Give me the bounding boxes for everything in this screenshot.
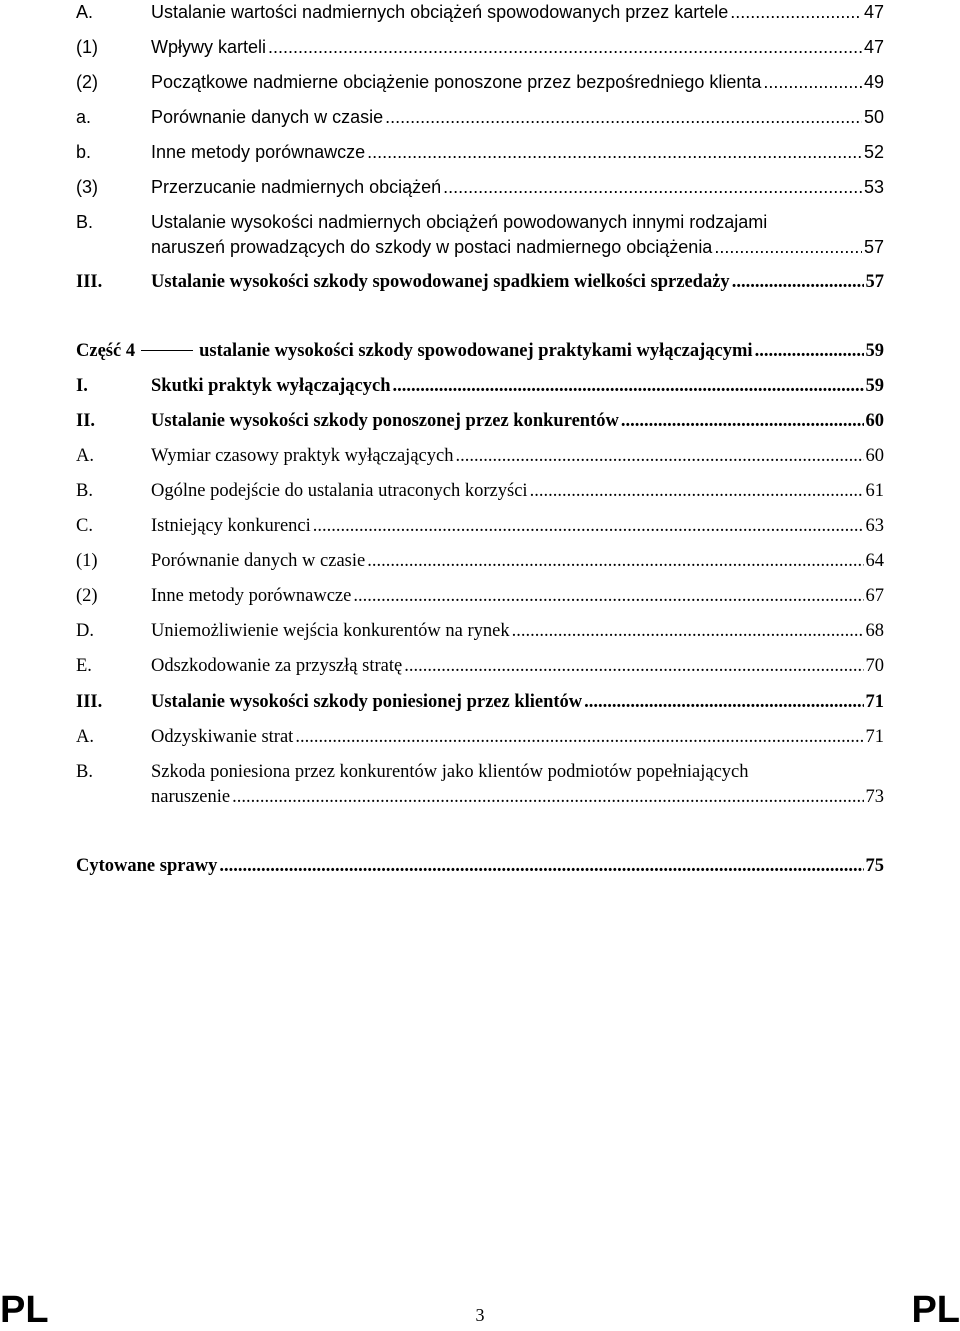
toc-entry-number: (1) xyxy=(76,551,98,571)
toc-entry-number: III. xyxy=(76,272,103,292)
toc-entry[interactable] xyxy=(76,374,884,399)
toc-entry-page: 68 xyxy=(865,621,884,641)
toc-entry-page: 64 xyxy=(865,551,884,571)
toc-entry-page: 70 xyxy=(865,656,884,676)
toc-entry-page: 60 xyxy=(865,411,884,431)
toc-entry-title: Cytowane sprawy xyxy=(76,856,218,876)
toc-leader-dots xyxy=(219,854,863,879)
toc-entry-title: Porównanie danych w czasie xyxy=(151,551,366,571)
toc-entry-page: 52 xyxy=(863,142,884,162)
toc-entry-page: 61 xyxy=(865,481,884,501)
toc-entry-page: 67 xyxy=(865,586,884,606)
toc-entry[interactable] xyxy=(76,479,884,504)
toc-entry-page: 71 xyxy=(865,727,884,747)
toc-entry-title: Porównanie danych w czasie xyxy=(151,107,384,127)
toc-leader-dots xyxy=(353,584,863,609)
toc-entry-number: a. xyxy=(76,107,92,127)
toc-entry-title-line2: naruszeń prowadzących do szkody w postaci nadmiernego obciążenia xyxy=(151,237,713,257)
toc-entry-title: Odszkodowanie za przyszłą stratę xyxy=(151,656,403,676)
toc-entry-title: Ustalanie wysokości szkody poniesionej przez klientów xyxy=(151,692,583,712)
toc-entry-title: Ogólne podejście do ustalania utraconych korzyści xyxy=(151,481,528,501)
toc-entry-number: (1) xyxy=(76,37,98,57)
toc-entry-title: Ustalanie wysokości szkody ponoszonej przez konkurentów xyxy=(151,411,619,431)
toc-leader-dots xyxy=(404,654,863,679)
toc-entry-title-line1: Szkoda poniesiona przez konkurentów jako klientów podmiotów popełniających xyxy=(151,762,749,782)
toc-entry-number: C. xyxy=(76,516,93,536)
toc-part-label: Część 4 xyxy=(76,341,136,361)
toc-entry-number: A. xyxy=(76,2,94,22)
toc-entry-number: B. xyxy=(76,212,94,232)
toc-entry[interactable] xyxy=(76,619,884,644)
toc-entry[interactable] xyxy=(76,35,884,60)
toc-entry[interactable] xyxy=(76,175,884,200)
toc-entry-page: 57 xyxy=(865,272,884,292)
toc-leader-dots xyxy=(732,270,864,295)
toc-leader-dots xyxy=(385,105,862,130)
toc-entry-page: 50 xyxy=(863,107,884,127)
toc-leader-dots xyxy=(584,690,863,715)
toc-leader-dots xyxy=(755,339,864,364)
toc-entry-title-line2: naruszenie xyxy=(151,787,231,807)
toc-entry[interactable] xyxy=(76,140,884,165)
toc-entry-page: 60 xyxy=(865,446,884,466)
toc-entry-number: A. xyxy=(76,446,94,466)
toc-entry-number: D. xyxy=(76,621,94,641)
toc-entry[interactable] xyxy=(76,210,884,260)
toc-entry-title: Inne metody porównawcze xyxy=(151,142,366,162)
toc-leader-dots xyxy=(714,235,862,260)
toc-entry[interactable] xyxy=(76,444,884,469)
toc-entry-page: 53 xyxy=(863,177,884,197)
toc-leader-dots xyxy=(443,175,862,200)
em-dash xyxy=(141,350,193,351)
toc-entry-number: (2) xyxy=(76,586,98,606)
toc-entry[interactable] xyxy=(76,270,884,295)
toc-entry-title: Wymiar czasowy praktyk wyłączających xyxy=(151,446,454,466)
toc-leader-dots xyxy=(268,35,862,60)
toc-entry-number: b. xyxy=(76,142,92,162)
toc-entry[interactable] xyxy=(76,654,884,679)
toc-entry[interactable] xyxy=(76,690,884,715)
toc-entry-number: E. xyxy=(76,656,92,676)
toc-entry-title: Ustalanie wartości nadmiernych obciążeń spowodowanych przez kartele xyxy=(151,2,729,22)
toc-leader-dots xyxy=(367,140,862,165)
toc-entry-title: Istniejący konkurenci xyxy=(151,516,311,536)
toc-leader-dots xyxy=(295,725,863,750)
toc-entry-page: 73 xyxy=(865,787,884,807)
toc-entry-page: 75 xyxy=(865,856,884,876)
toc-entry-page: 47 xyxy=(863,2,884,22)
toc-entry-page: 57 xyxy=(863,237,884,257)
toc-entry-number: A. xyxy=(76,727,94,747)
toc-leader-dots xyxy=(621,409,864,434)
toc-entry-title: ustalanie wysokości szkody spowodowanej praktykami wyłączającymi xyxy=(199,341,753,361)
page-number: 3 xyxy=(475,1305,485,1325)
toc-entry-title: Ustalanie wysokości szkody spowodowanej spadkiem wielkości sprzedaży xyxy=(151,272,730,292)
toc-entry[interactable] xyxy=(76,725,884,750)
toc-entry-title: Początkowe nadmierne obciążenie ponoszone przez bezpośredniego klienta xyxy=(151,72,762,92)
toc-entry-number: B. xyxy=(76,481,93,501)
toc-entry[interactable] xyxy=(76,105,884,130)
toc-entry-page: 59 xyxy=(865,341,884,361)
toc-leader-dots xyxy=(763,70,862,95)
toc-entry-number: (3) xyxy=(76,177,98,197)
footer-language-label-right: PL xyxy=(911,1289,960,1331)
toc-leader-dots xyxy=(530,479,864,504)
toc-part-heading[interactable] xyxy=(76,339,884,364)
toc-entry-cited-cases[interactable] xyxy=(76,854,884,879)
toc-entry-title: Odzyskiwanie strat xyxy=(151,727,294,747)
toc-entry-number: III. xyxy=(76,692,103,712)
toc-entry-page: 49 xyxy=(863,72,884,92)
toc-entry-title: Skutki praktyk wyłączających xyxy=(151,376,391,396)
toc-leader-dots xyxy=(730,0,862,25)
toc-entry-page: 47 xyxy=(863,37,884,57)
toc-entry-number: II. xyxy=(76,411,96,431)
toc-leader-dots xyxy=(367,549,863,574)
toc-entry-number: I. xyxy=(76,376,88,396)
toc-entry[interactable] xyxy=(76,70,884,95)
toc-entry-page: 71 xyxy=(865,692,884,712)
toc-leader-dots xyxy=(455,444,863,469)
toc-entry-page: 63 xyxy=(865,516,884,536)
toc-entry[interactable] xyxy=(76,409,884,434)
toc-entry-title-line1: Ustalanie wysokości nadmiernych obciążeń powodowanych innymi rodzajami xyxy=(151,212,768,232)
toc-entry-title: Przerzucanie nadmiernych obciążeń xyxy=(151,177,442,197)
toc-leader-dots xyxy=(313,514,864,539)
toc-entry-number: B. xyxy=(76,762,93,782)
toc-entry[interactable] xyxy=(76,549,884,574)
toc-entry[interactable] xyxy=(76,760,884,810)
footer-language-label-left: PL xyxy=(0,1289,49,1331)
toc-leader-dots xyxy=(232,785,863,810)
toc-entry-page: 59 xyxy=(865,376,884,396)
toc-entry-number: (2) xyxy=(76,72,98,92)
toc-leader-dots xyxy=(512,619,864,644)
toc-entry-title: Uniemożliwienie wejścia konkurentów na rynek xyxy=(151,621,510,641)
toc-leader-dots xyxy=(393,374,864,399)
toc-entry-title: Inne metody porównawcze xyxy=(151,586,352,606)
toc-entry[interactable] xyxy=(76,584,884,609)
toc-entry[interactable] xyxy=(76,514,884,539)
toc-entry-title: Wpływy karteli xyxy=(151,37,267,57)
toc-entry[interactable] xyxy=(76,0,884,25)
